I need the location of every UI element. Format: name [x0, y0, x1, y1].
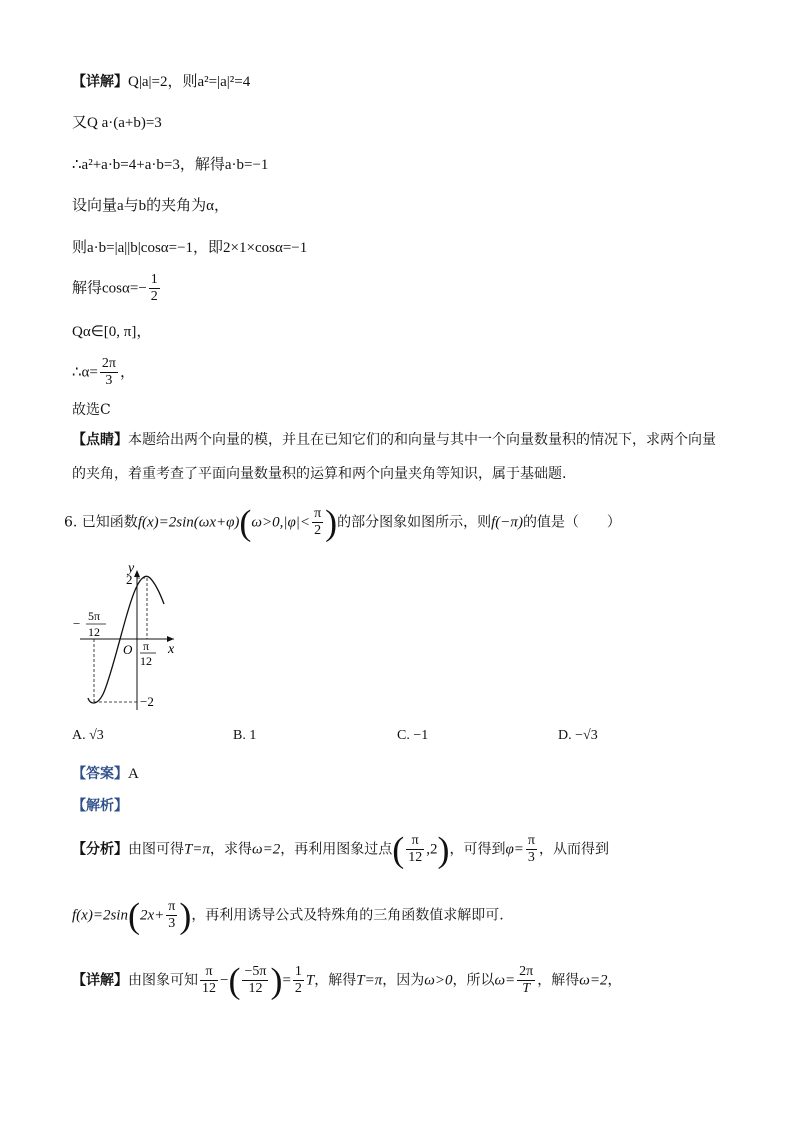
- comment-text-1: 本题给出两个向量的模，并且在已知它们的和向量与其中一个向量数量积的情况下，求两个向量: [128, 432, 716, 448]
- fraction-pi-half: $\frac{\pi}{2}$: [314, 506, 322, 538]
- detail-line-7: [72, 322, 151, 342]
- y-axis-label: y: [128, 561, 135, 576]
- right-tick-denominator: 12: [140, 654, 152, 668]
- left-tick-numerator: 5π: [88, 609, 101, 623]
- detail-eq-3: ∴a²+a·b=4+a·b=3，解得a·b=−1: [72, 157, 269, 173]
- left-tick-denominator: 12: [88, 625, 100, 639]
- detail-line-6: [72, 272, 162, 305]
- detail-line-3: [72, 155, 268, 175]
- choice-d[interactable]: D. −√3: [558, 728, 598, 743]
- detail-line-9: [72, 400, 111, 420]
- choice-b[interactable]: B. 1: [233, 728, 257, 743]
- comment-line-1: [72, 430, 716, 450]
- detail-eq-2: 又Q a·(a+b)=3: [72, 115, 162, 131]
- fraction-one-half: $\frac{1}{2}$: [150, 272, 158, 304]
- answer-line: [72, 764, 139, 784]
- detail-eq-5: 则a·b=|a||b|cosα=−1，即2×1×cosα=−1: [72, 240, 308, 256]
- detail-eq-8: ∴α=: [72, 364, 98, 381]
- function-graph: [70, 560, 200, 720]
- detail2-line: 【详解】由图象可知 $\frac{\pi}{12}$ −( $\frac{-5\pi}{12}$ )= $\frac{1}{2}$ T，解得T=π，因为ω>0，所以ω= $\frac{2\pi}{T}$ ，解得ω=2，: [72, 960, 622, 1001]
- comment-line-2: [72, 464, 566, 484]
- detail-line-2: [72, 113, 162, 133]
- detail-line-4: [72, 196, 229, 216]
- detail-label: 【详解】: [72, 74, 128, 90]
- analysis-heading: [72, 796, 128, 816]
- question-6-stem: 6. 已知函数f(x)=2sin(ωx+φ)(ω>0,|φ|< $\frac{\pi}{2}$ )的部分图象如图所示，则f(−π)的值是（ ）: [64, 502, 621, 543]
- fraction-two-pi-thirds: $\frac{2\pi}{3}$: [101, 356, 116, 388]
- answer-value: A: [128, 766, 139, 782]
- origin-label: O: [123, 642, 133, 657]
- detail-eq-6: 解得cosα=−: [72, 280, 147, 297]
- function-def: f(x)=2sin(ωx+φ): [137, 514, 240, 531]
- x-axis-label: x: [168, 642, 175, 657]
- detail-conclusion: 故选C: [72, 402, 111, 418]
- detail-eq-7: Qα∈[0, π]，: [72, 324, 152, 340]
- comment-label: 【点睛】: [72, 432, 128, 448]
- detail-line-8: ∴α= $\frac{2\pi}{3}$ ，: [72, 356, 135, 388]
- detail-eq-1: Q|a|=2，则a²=|a|²=4: [128, 74, 251, 90]
- choice-a[interactable]: A. √3: [72, 728, 104, 743]
- left-tick-minus: −: [73, 616, 81, 631]
- analysis-label: 【解析】: [72, 798, 128, 814]
- choice-c[interactable]: C. −1: [397, 728, 429, 743]
- y-min-label: −2: [140, 694, 154, 709]
- y-max-label: 2: [126, 572, 133, 587]
- comment-text-2: 的夹角，着重考查了平面向量数量积的运算和两个向量夹角等知识，属于基础题.: [72, 466, 567, 482]
- detail-line-1: [72, 72, 250, 92]
- analysis-line-2: f(x)=2sin(2x+ $\frac{\pi}{3}$ )，再利用诱导公式及特殊角的三角函数值求解即可.: [72, 895, 504, 936]
- detail-eq-4: 设向量a与b的夹角为α，: [72, 198, 230, 214]
- sine-curve: [88, 576, 164, 703]
- analysis-line-1: 【分析】由图可得T=π，求得ω=2，再利用图象过点( $\frac{\pi}{12}$ ,2)，可得到φ= $\frac{\pi}{3}$ ，从而得到: [72, 829, 609, 870]
- answer-label: 【答案】: [72, 766, 128, 782]
- y-axis-arrow: [134, 570, 140, 577]
- function-condition: ω>0,|φ|<: [251, 514, 311, 531]
- detail-line-5: [72, 238, 307, 258]
- function-value: f(−π): [491, 514, 523, 531]
- right-tick-numerator: π: [143, 639, 150, 653]
